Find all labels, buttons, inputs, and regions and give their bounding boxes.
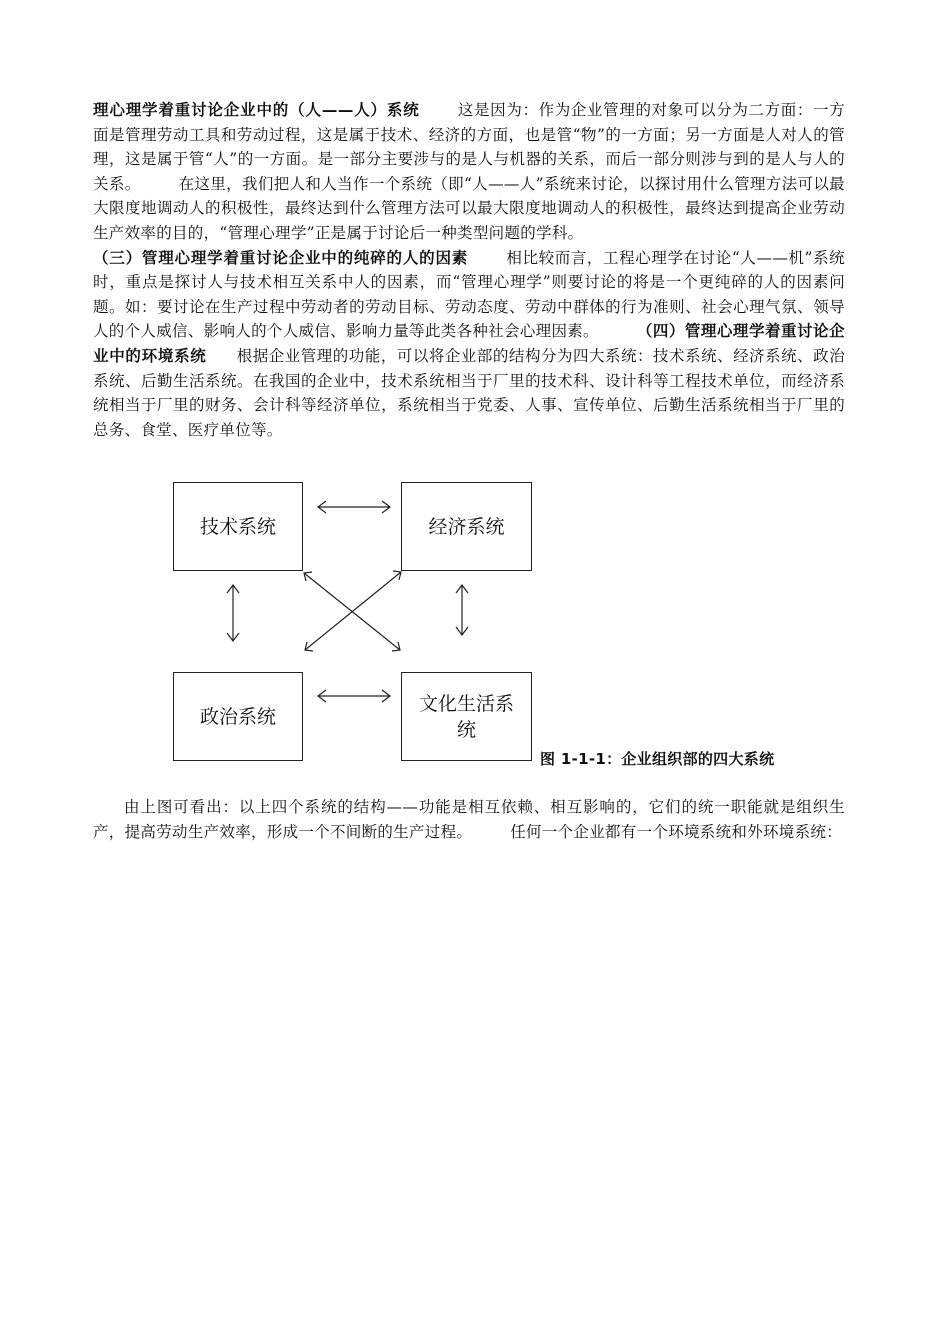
heading-people-system: 理心理学着重讨论企业中的（人——人）系统	[93, 101, 420, 119]
body-paragraph-2	[93, 795, 845, 844]
box-label: 文化生活系统	[418, 692, 514, 741]
arrow-politics-culture	[318, 690, 390, 702]
paragraph-text: 这是因为：作为企业管理的对象可以分为二方面：一方面是管理劳动工具和劳动过程，这是属于技术、经济的方面，也是管“物”的一方面；另一方面是人对人的管理，这是属于管“人”的一方面。是一部分主要涉与的是人与机器的关系，而后一部分则涉与到的是人与人的关系。	[93, 101, 845, 193]
figure-caption: 图 1-1-1：企业组织部的四大系统	[540, 750, 775, 768]
paragraph-text: 任何一个企业都有一个环境系统和外环境系统：	[510, 822, 843, 841]
paragraph-text: 根据企业管理的功能，可以将企业部的结构分为四大系统：技术系统、经济系统、政治系统、后勤生活系统。在我国的企业中，技术系统相当于厂里的技术科、设计科等工程技术单位，而经济系统相当于厂里的财务、会计科等经济单位，系统相当于党委、人事、宣传单位、后勤生活系统相当于厂里的总务、食堂、医疗单位等。	[93, 346, 845, 439]
arrow-tech-politics	[227, 585, 239, 641]
arrow-econ-culture	[456, 585, 468, 635]
box-label: 技术系统	[199, 515, 276, 538]
paragraph-text: 由上图可看出：以上四个系统的结构——功能是相互依赖、相互影响的，它们的统一职能就是组织生产，提高劳动生产效率，形成一个不间断的生产过程。	[93, 798, 845, 841]
heading-section-4: （四）管理心理学着重讨论企业中的环境系统	[93, 322, 845, 365]
box-label: 政治系统	[199, 705, 276, 728]
arrow-tech-econ	[318, 501, 390, 513]
heading-section-3: （三）管理心理学着重讨论企业中的纯碎的人的因素	[93, 248, 469, 267]
paragraph-text: 相比较而言，工程心理学在讨论“人——机”系统时，重点是探讨人与技术相互关系中人的因素，而“管理心理学”则要讨论的将是一个更纯碎的人的因素问题。如：要讨论在生产过程中劳动者的劳动目标、劳动态度、劳动中群体的行为准则、社会心理气氛、领导人的个人威信、影响人的个人威信、影响力量等此类各种社会心理因素。	[93, 248, 845, 341]
box-label: 经济系统	[428, 515, 505, 538]
paragraph-text: 在这里，我们把人和人当作一个系统（即“人——人”系统来讨论，以探讨用什么管理方法可以最大限度地调动人的积极性，最终达到什么管理方法可以最大限度地调动人的积极性，最终达到提高企业劳动生产效率的目的，“管理心理学”正是属于讨论后一种类型问题的学科。	[93, 174, 845, 242]
